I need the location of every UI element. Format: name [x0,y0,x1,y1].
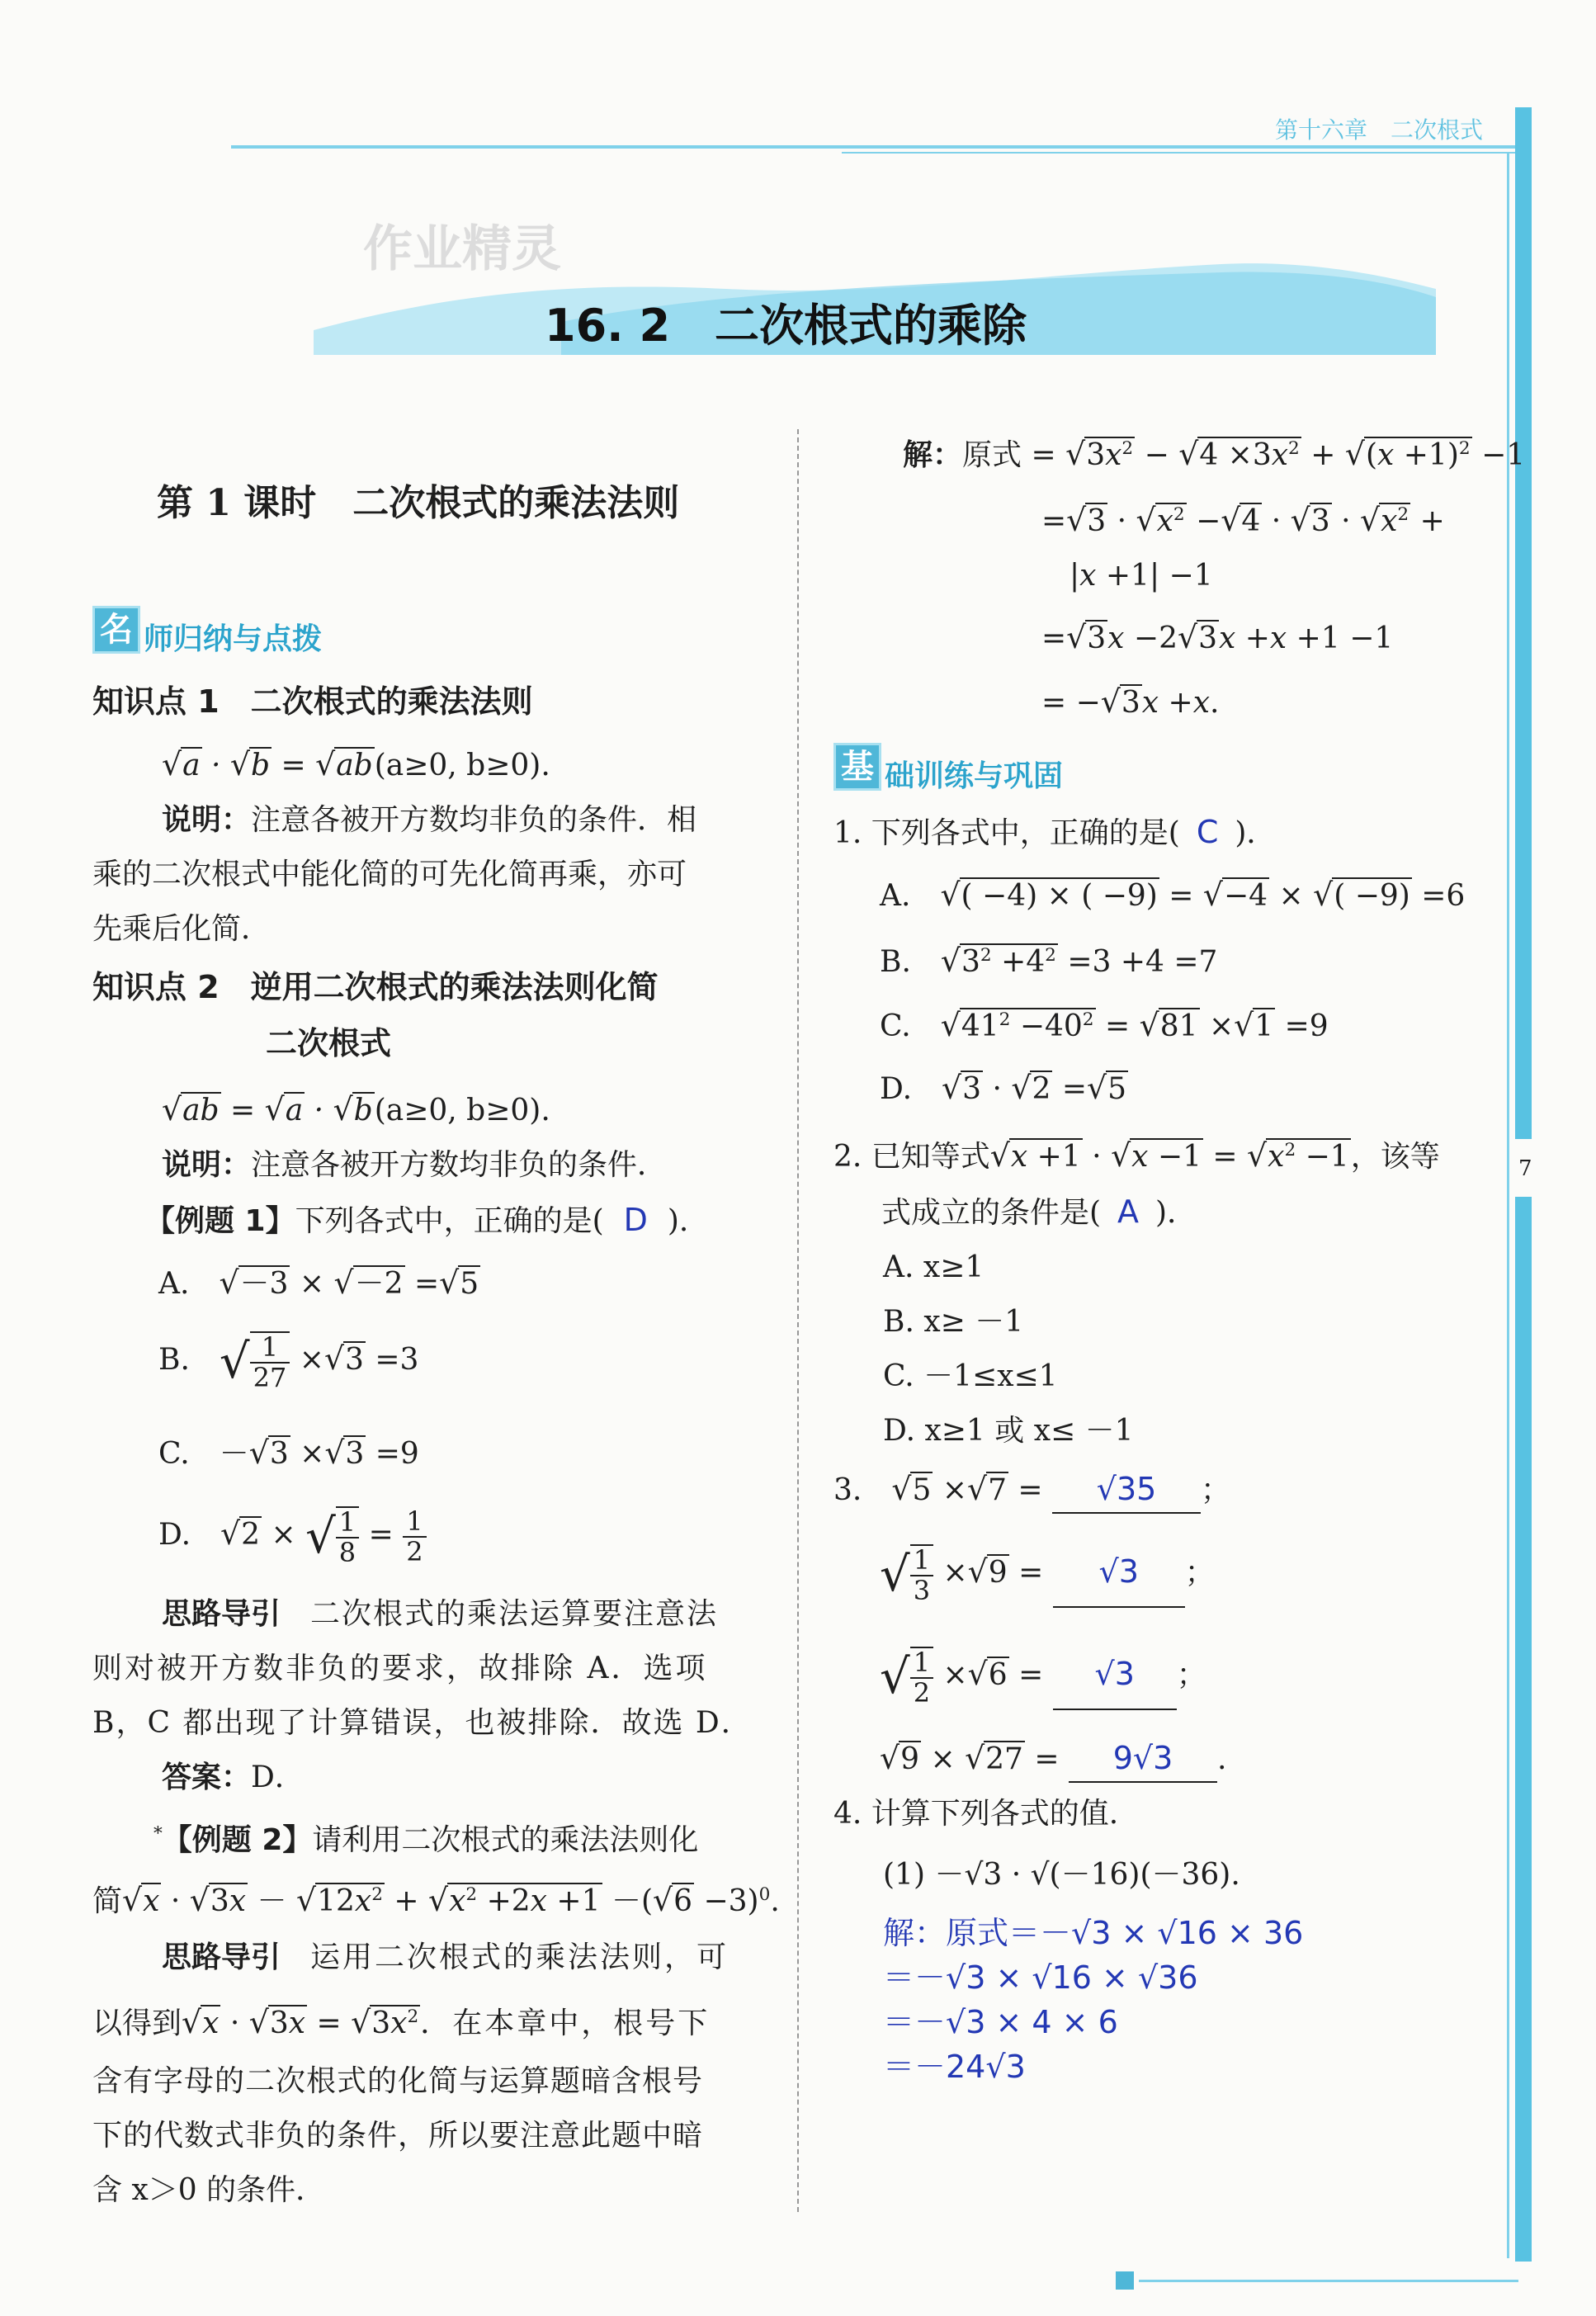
section-title: 16. 2 二次根式的乘除 [545,300,1027,352]
solution-line-2: $=√3 \cdot √x^2 -√4 \cdot √3 \cdot √x^2$ + [1041,502,1445,538]
kp2-title-2: 二次根式 [266,1025,392,1061]
q2-text-b: ，该等 [1350,1140,1440,1174]
q4-solution-3: ＝－√3 × 4 × 6 [883,2004,1118,2040]
q3-line-4: √9 × √27 = 9√3 . [880,1737,1226,1783]
solution-label: 解： [903,438,963,472]
example1-thought-2: 则对被开方数非负的要求，故排除 A．选项 [92,1652,708,1685]
q3-number: 3. [833,1473,862,1507]
q4-part-1: (1) －√3 · √(－16)(－36). [883,1858,1240,1892]
kp1-cond: (a≥0, b≥0). [374,749,550,782]
example2-thought-3: 含有字母的二次根式的化简与运算题暗含根号 [92,2064,704,2098]
q1-option-b: B. $√3^2 +4^2 =3 +4 =7$ [880,943,1218,979]
q1-close: )． [1235,816,1277,850]
note1-text-a: 注意各被开方数均非负的条件．相 [251,803,697,837]
kp1-formula: √a · √b = √ab(a≥0, b≥0). [162,746,550,782]
kp1-title: 知识点 1 二次根式的乘法法则 [92,683,533,720]
q1-question [833,811,1276,855]
note2-line [162,1144,667,1187]
example2-thought-2a: 以得到 [92,2006,182,2040]
q3-answer-4: 9√3 [1112,1740,1173,1776]
q2-line-2 [881,1190,1197,1235]
q2-option-b: B. x≥ －1 [883,1305,1024,1339]
section-label-1: 师归纳与点拨 [144,622,323,656]
hw-label: 解：原式 [883,1915,1009,1951]
example1-thought-3: B，C 都出现了计算错误，也被排除．故选 D． [92,1706,753,1740]
answer-label: 答案： [162,1761,252,1794]
solution-line-1: 解：原式 = $√3x^2 - √4 \times 3x^2 + √(x +1)^2 -1$ [903,436,1526,472]
watermark: 作业精灵 [363,220,561,278]
example2-label: 【例题 2】 [162,1823,313,1857]
example2-thought-2b: ．在本章中，根号下 [420,2006,711,2040]
q1-option-c: C. $√41^2 -40^2 = √81 \times√1 =9$ [880,1007,1329,1043]
page-number: 7 [1518,1156,1532,1181]
kp2-formula: √ab = √a · √b(a≥0, b≥0). [162,1091,550,1127]
example1-answer: D [623,1202,648,1238]
solution-line-4: =√3x −2√3x +x +1 −1 [1041,619,1394,655]
example2-star: * [153,1823,163,1844]
example1-close: )． [667,1204,709,1238]
example2-thought-1 [162,1936,729,1979]
q1-text: 1. 下列各式中，正确的是( [833,816,1180,850]
lesson-title: 第 1 课时 二次根式的乘法法则 [157,482,680,524]
right-edge-bar-lower [1515,1197,1532,2262]
answer-value: D． [251,1761,305,1794]
example2-jian: 简 [92,1884,123,1918]
q2-option-d: D. x≥1 或 x≤ －1 [883,1414,1134,1448]
example1-option-a: A. √－3 × √－2 =√5 [158,1264,479,1301]
example2-thought-5: 含 x＞0 的条件． [92,2173,326,2207]
solution-original: 原式 [962,438,1022,472]
section-badge-2 [833,743,1063,795]
q4-solution-2: ＝－√3 × √16 × √36 [883,1959,1198,1996]
q2-text-a: 2. 已知等式 [833,1140,990,1174]
q3-line-2: √ $\frac{1}{3}$ ×√9 = √3 ； [880,1538,1215,1608]
example2-thought-text-1: 运用二次根式的乘法法则，可 [310,1940,730,1974]
q1-option-a: A. √( −4) × ( −9) = √−4 × √( −9) =6 [880,877,1466,913]
header-line-thin [842,152,1518,154]
thought-label-2: 思路导引 [162,1940,281,1974]
example2-text: 请利用二次根式的乘法法则化 [312,1823,699,1857]
note1-line1 [162,799,696,842]
q2-text-c: 式成立的条件是( [881,1196,1102,1230]
column-divider [797,429,799,2212]
q2-option-a: A. x≥1 [883,1250,985,1284]
example2-question [153,1813,698,1862]
example2-thought-2: 以得到$√x \cdot √3x = √3x^2$．在本章中，根号下 [92,2004,711,2040]
note1-line3: 先乘后化简． [92,912,272,946]
example1-question [145,1198,709,1243]
example1-option-c: C. －√3 ×√3 =9 [158,1435,419,1471]
note-label: 说明： [162,803,252,837]
q3-line-1: 3. √5 ×√7 = √35 ； [833,1468,1230,1514]
example1-option-b: B. √ $\frac{1}{27}$ ×√3 =3 [158,1331,419,1393]
kp2-cond: (a≥0, b≥0). [374,1094,550,1127]
q1-option-d: D. √3 · √2 =√5 [880,1070,1126,1106]
note2-text: 注意各被开方数均非负的条件． [251,1148,668,1182]
example2-expression: 简$√x \cdot √3x - √12x^2 + √x^2 +2x +1 -(√6 -3)^0$. [92,1882,780,1918]
thought-label-1: 思路导引 [162,1597,281,1631]
example1-option-d: D. √2 × √ $\frac{1}{8}$ = $\frac{1}{2}$ [158,1501,427,1570]
q2-line-1: 2. 已知等式$√x +1 \cdot √x -1 = √x^2 -1$，该等 [833,1137,1440,1174]
section-label-2: 础训练与巩固 [885,759,1064,793]
q2-close: )． [1155,1196,1197,1230]
q2-answer: A [1117,1193,1140,1230]
q3-answer-3: √3 [1094,1656,1135,1692]
kp2-title: 知识点 2 逆用二次根式的乘法法则化简 [92,969,659,1005]
badge-ming: 名 [92,606,140,654]
bottom-line [1139,2280,1518,2282]
q4-question: 4. 计算下列各式的值. [833,1797,1119,1831]
q3-answer-2: √3 [1098,1553,1139,1590]
q2-option-c: C. －1≤x≤1 [883,1359,1058,1393]
q4-solution-1 [883,1912,1303,1954]
example1-thought-1 [162,1593,718,1636]
hw-step-1: ＝－√3 × √16 × 36 [1008,1915,1304,1951]
example1-thought-text-1: 二次根式的乘法运算要注意法 [310,1597,719,1631]
example1-answer-line [162,1756,305,1799]
solution-line-3: |x +1| −1 [1070,559,1213,593]
badge-ji: 基 [833,743,881,791]
chapter-header: 第十六章 二次根式 [1275,116,1484,144]
note1-line2: 乘的二次根式中能化简的可先化简再乘，亦可 [92,858,687,891]
solution-line-5: = −√3x +x. [1041,683,1220,720]
q3-answer-1: √35 [1096,1471,1157,1507]
q3-line-3: √ $\frac{1}{2}$ ×√6 = √3 ； [880,1641,1206,1710]
bottom-square [1116,2271,1134,2290]
section-badge-1 [92,606,322,658]
right-edge-bar [1515,107,1532,1139]
example1-label: 【例题 1】 [145,1204,295,1238]
note2-label: 说明： [162,1148,252,1182]
example1-text: 下列各式中，正确的是( [295,1204,604,1238]
q1-answer: C [1196,814,1219,850]
example2-thought-4: 下的代数式非负的条件，所以要注意此题中暗 [92,2119,704,2153]
q4-solution-4: ＝－24√3 [883,2049,1026,2085]
